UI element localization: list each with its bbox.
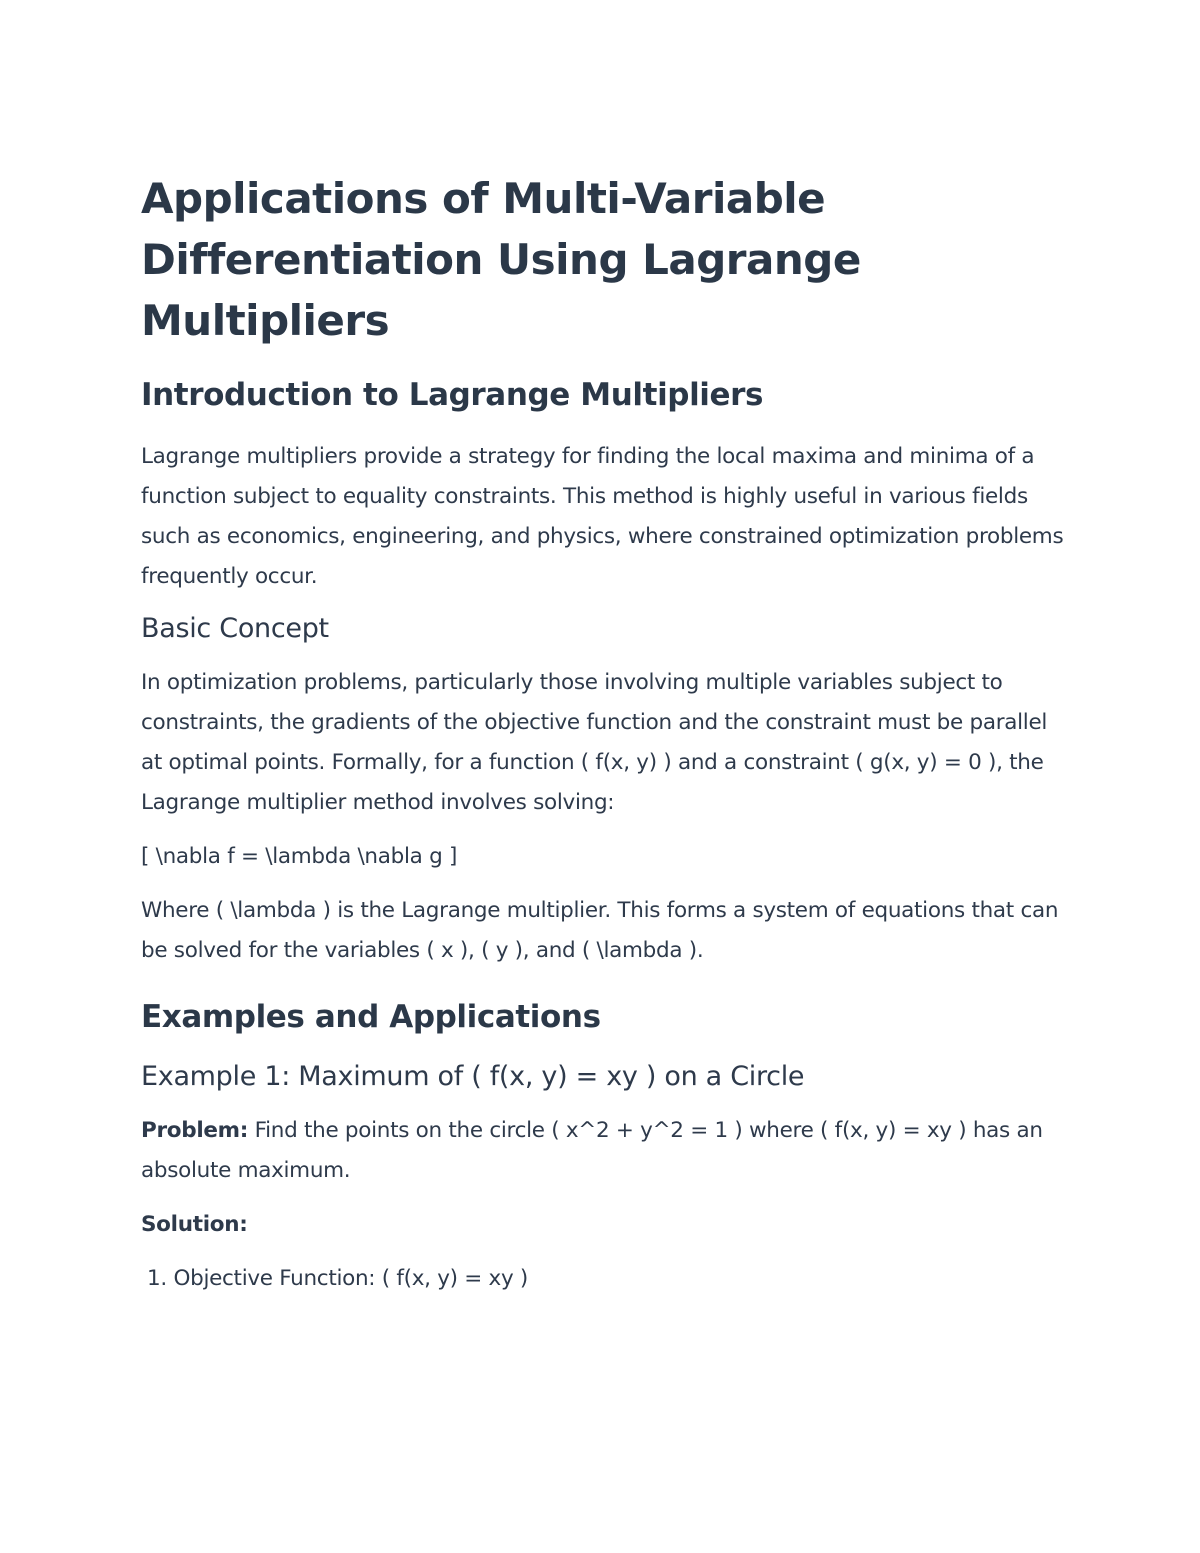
step-text: Objective Function: ( f(x, y) = xy ) [173, 1266, 529, 1291]
solution-steps-list [141, 1259, 1071, 1299]
subsection-heading-basic-concept: Basic Concept [141, 613, 329, 644]
problem-text: Find the points on the circle ( x^2 + y^2 = 1 ) where ( f(x, y) = xy ) has an absolute maximum. [141, 1118, 1043, 1183]
step-number: 1. [147, 1266, 167, 1291]
list-item [141, 1259, 1071, 1299]
document-title: Applications of Multi-Variable Differentiation Using Lagrange Multipliers [141, 174, 861, 345]
document-page [141, 168, 1071, 1299]
problem-label: Problem: [141, 1118, 249, 1143]
section-heading-introduction: Introduction to Lagrange Multipliers [141, 377, 764, 413]
example-1-heading: Example 1: Maximum of ( f(x, y) = xy ) on a Circle [141, 1061, 805, 1092]
solution-label: Solution: [141, 1212, 248, 1237]
example-1-solution-label [141, 1205, 1071, 1245]
section-heading-examples: Examples and Applications [141, 999, 601, 1035]
example-1-problem [141, 1111, 1071, 1191]
lagrange-multiplier-explanation: Where ( \lambda ) is the Lagrange multiplier. This forms a system of equations that can be solved for the variables ( x ), ( y ), and ( \lambda ). [141, 898, 1059, 963]
intro-paragraph: Lagrange multipliers provide a strategy for finding the local maxima and minima of a function subject to equality constraints. This method is highly useful in various fields such as economics, engineering, and physics, where constrained optimization problems frequently occur. [141, 444, 1064, 589]
basic-concept-paragraph: In optimization problems, particularly those involving multiple variables subject to constraints, the gradients of the objective function and the constraint must be parallel at optimal points. Formally, for a function ( f(x, y) ) and a constraint ( g(x, y) = 0 ), the Lagrange multiplier method involves solving: [141, 670, 1048, 815]
lagrange-equation: [ \nabla f = \lambda \nabla g ] [141, 844, 458, 869]
